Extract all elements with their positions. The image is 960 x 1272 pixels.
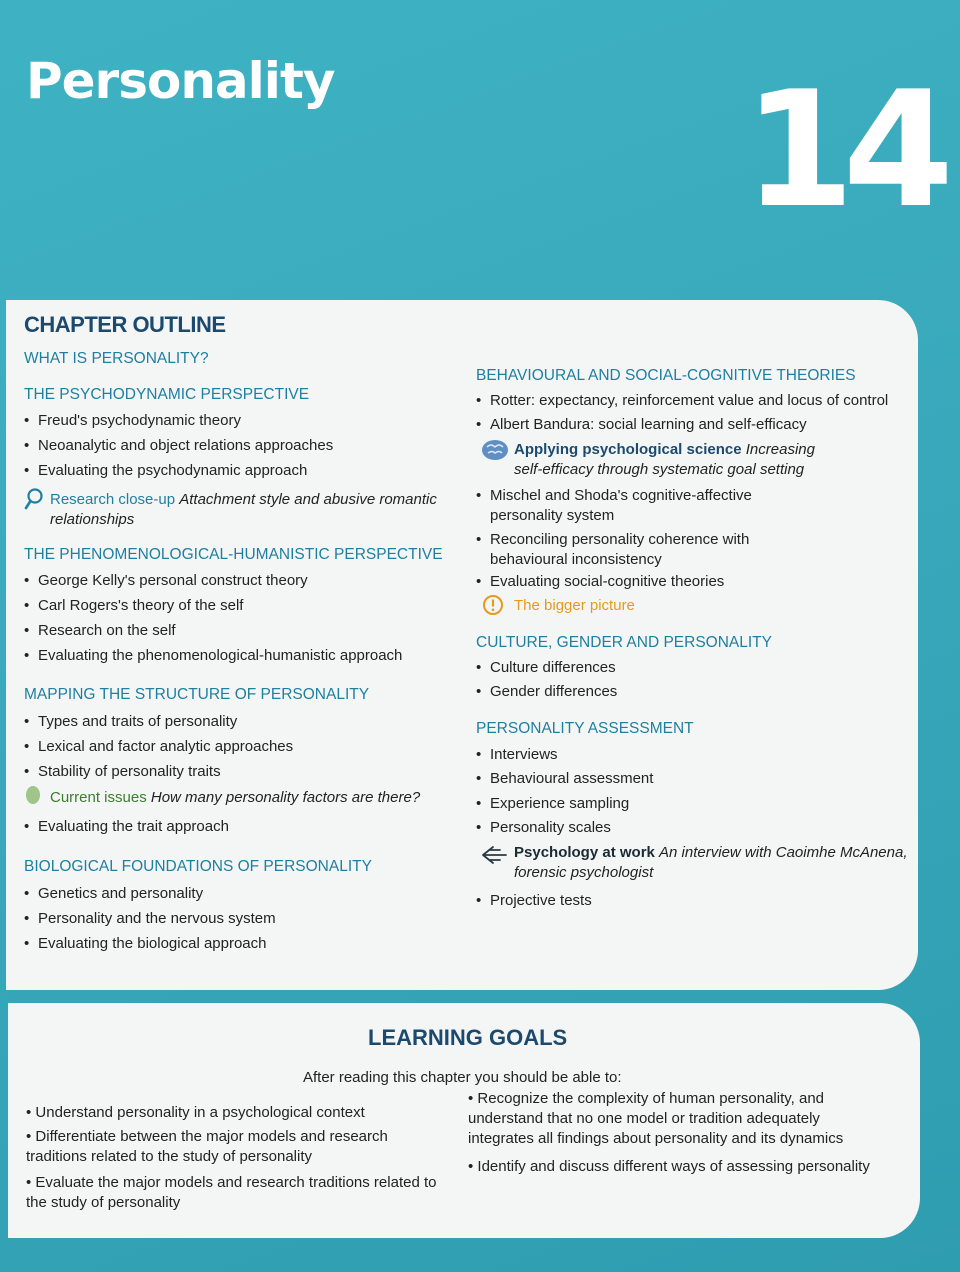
magnifier-icon	[24, 488, 44, 510]
list-item-text: Personality scales	[490, 819, 611, 836]
feature-text: Attachment style and abusive romantic	[179, 491, 437, 508]
list-item: • Neoanalytic and object relations approaches	[24, 437, 334, 454]
list-item: • Evaluating the trait approach	[24, 818, 229, 835]
feature-label: The bigger picture	[514, 597, 635, 614]
feature-text: Increasing	[745, 441, 815, 458]
list-item: • Gender differences	[476, 683, 618, 700]
section-what-is-personality: WHAT IS PERSONALITY?	[24, 350, 209, 367]
learning-goals-panel	[8, 1003, 920, 1238]
list-item: • Evaluating the psychodynamic approach	[24, 462, 308, 479]
learning-goals-title: LEARNING GOALS	[368, 1025, 568, 1050]
list-item: • Personality scales	[476, 819, 611, 836]
list-item-text: Freud's psychodynamic theory	[38, 412, 241, 429]
feature-text: forensic psychologist	[514, 864, 654, 881]
feature-current-issues	[50, 788, 420, 808]
learning-goal-text: Evaluate the major models and research traditions related to the study of personality	[26, 1174, 437, 1211]
list-item-text: personality system	[490, 507, 615, 524]
list-item-text: Personality and the nervous system	[38, 910, 276, 927]
exclamation-circle-icon	[482, 594, 504, 616]
list-item-text: Culture differences	[490, 659, 616, 676]
learning-goal: • Recognize the complexity of human personality, and understand that no one model or tradition adequately integrates all findings about personality and its dynamics	[468, 1090, 844, 1147]
learning-goal-text: Identify and discuss different ways of assessing personality	[477, 1158, 870, 1175]
list-item-text: Carl Rogers's theory of the self	[38, 597, 244, 614]
list-item-text: Neoanalytic and object relations approaches	[38, 437, 334, 454]
feature-psychology-at-work	[514, 843, 908, 883]
chapter-outline-title: CHAPTER OUTLINE	[24, 312, 226, 337]
feature-bigger-picture	[514, 596, 635, 616]
feature-text: self-efficacy through systematic goal setting	[514, 461, 805, 478]
feature-label: Applying psychological science	[514, 441, 742, 458]
list-item: • Projective tests	[476, 892, 592, 909]
list-item-text: George Kelly's personal construct theory	[38, 572, 308, 589]
learning-goal-text: Understand personality in a psychological context	[35, 1104, 365, 1121]
list-item-text: Evaluating the trait approach	[38, 818, 229, 835]
list-item: • Personality and the nervous system	[24, 910, 276, 927]
feature-text: relationships	[50, 511, 135, 528]
learning-goal: • Identify and discuss different ways of assessing personality	[468, 1158, 870, 1175]
list-item: • Experience sampling	[476, 795, 630, 812]
list-item: • George Kelly's personal construct theory	[24, 572, 308, 589]
list-item-text: Gender differences	[490, 683, 618, 700]
list-item: • Rotter: expectancy, reinforcement value and locus of control	[476, 392, 889, 409]
leaf-icon	[24, 785, 42, 805]
list-item-text: Types and traits of personality	[38, 713, 238, 730]
learning-goal-text: Recognize the complexity of human personality, and understand that no one model or tradition adequately integrates all findings about personality and its dynamics	[468, 1090, 844, 1147]
list-item: • Behavioural assessment	[476, 770, 654, 787]
feature-text: How many personality factors are there?	[150, 789, 421, 806]
list-item: • Evaluating social-cognitive theories	[476, 573, 725, 590]
feature-applying-psychological-science	[514, 440, 815, 480]
list-item: • Stability of personality traits	[24, 763, 221, 780]
list-item: • Albert Bandura: social learning and self-efficacy	[476, 416, 807, 433]
section-structure: MAPPING THE STRUCTURE OF PERSONALITY	[24, 686, 370, 703]
section-psychodynamic: THE PSYCHODYNAMIC PERSPECTIVE	[24, 386, 310, 403]
feature-label: Research close-up	[50, 491, 176, 508]
list-item-text: Reconciling personality coherence with	[490, 531, 750, 548]
feature-label: Psychology at work	[514, 844, 655, 861]
list-item-text: Mischel and Shoda's cognitive-affective	[490, 487, 752, 504]
list-item-text: Interviews	[490, 746, 558, 763]
learning-goal: • Understand personality in a psychological context	[26, 1104, 365, 1121]
feature-text: An interview with Caoimhe McAnena,	[659, 844, 908, 861]
list-item-text: Projective tests	[490, 892, 592, 909]
list-item: • Research on the self	[24, 622, 176, 639]
section-biological: BIOLOGICAL FOUNDATIONS OF PERSONALITY	[24, 858, 372, 875]
chapter-number: 14	[743, 56, 942, 243]
list-item: • Evaluating the phenomenological-humanistic approach	[24, 647, 403, 664]
section-culture-gender: CULTURE, GENDER AND PERSONALITY	[476, 634, 772, 651]
page-title: Personality	[26, 52, 335, 110]
feature-research-close-up	[50, 490, 437, 530]
list-item: • Mischel and Shoda's cognitive-affective personality system	[476, 487, 752, 524]
list-item: • Types and traits of personality	[24, 713, 238, 730]
list-item-text: Research on the self	[38, 622, 176, 639]
section-assessment: PERSONALITY ASSESSMENT	[476, 720, 694, 737]
list-item-text: Lexical and factor analytic approaches	[38, 738, 294, 755]
section-behavioural: BEHAVIOURAL AND SOCIAL-COGNITIVE THEORIES	[476, 367, 856, 384]
learning-goal-text: Differentiate between the major models and research traditions related to the study of personality	[26, 1128, 388, 1165]
list-item: • Freud's psychodynamic theory	[24, 412, 241, 429]
list-item-text: Evaluating the psychodynamic approach	[38, 462, 308, 479]
list-item-text: behavioural inconsistency	[490, 551, 662, 568]
list-item: • Carl Rogers's theory of the self	[24, 597, 244, 614]
list-item: • Evaluating the biological approach	[24, 935, 267, 952]
list-item-text: Evaluating the phenomenological-humanistic approach	[38, 647, 403, 664]
arrows-icon	[480, 844, 508, 866]
list-item: • Reconciling personality coherence with behavioural inconsistency	[476, 531, 750, 568]
list-item-text: Experience sampling	[490, 795, 630, 812]
list-item-text: Evaluating social-cognitive theories	[490, 573, 725, 590]
list-item: • Culture differences	[476, 659, 616, 676]
list-item-text: Genetics and personality	[38, 885, 204, 902]
learning-goal: • Differentiate between the major models and research traditions related to the study of personality	[26, 1128, 388, 1165]
section-phenomenological: THE PHENOMENOLOGICAL-HUMANISTIC PERSPECTIVE	[24, 546, 443, 563]
list-item-text: Rotter: expectancy, reinforcement value and locus of control	[490, 392, 889, 409]
list-item: • Lexical and factor analytic approaches	[24, 738, 294, 755]
list-item-text: Albert Bandura: social learning and self-efficacy	[490, 416, 807, 433]
feature-label: Current issues	[50, 789, 147, 806]
brain-icon	[480, 438, 510, 462]
chapter-outline-panel	[6, 300, 918, 990]
list-item: • Genetics and personality	[24, 885, 204, 902]
list-item-text: Evaluating the biological approach	[38, 935, 267, 952]
learning-goal: • Evaluate the major models and research traditions related to the study of personality	[26, 1174, 437, 1211]
learning-goals-intro: After reading this chapter you should be able to:	[303, 1069, 622, 1086]
list-item-text: Stability of personality traits	[38, 763, 221, 780]
list-item: • Interviews	[476, 746, 558, 763]
list-item-text: Behavioural assessment	[490, 770, 654, 787]
